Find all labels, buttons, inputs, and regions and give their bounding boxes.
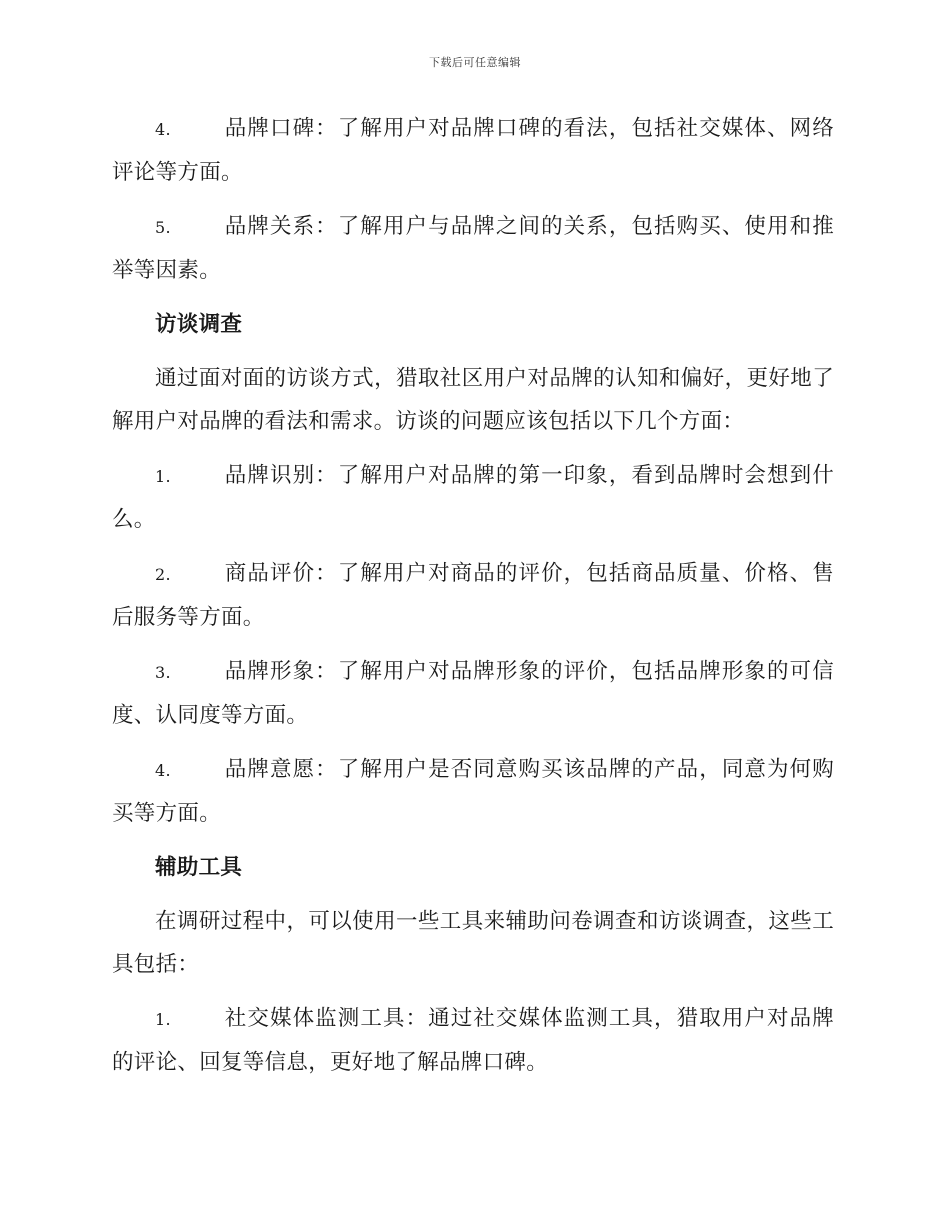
list-item-text: 品牌口碑：了解用户对品牌口碑的看法，包括社交媒体、网络评论等方面。 [112,116,834,185]
list-item-brand-relationship [112,205,834,292]
list-item-number: 5. [155,218,171,237]
list-item-text: 社交媒体监测工具：通过社交媒体监测工具，猎取用户对品牌的评论、回复等信息，更好地了解品牌口碑。 [112,1006,834,1075]
list-item-product-evaluation [112,552,834,639]
list-item-text: 品牌意愿：了解用户是否同意购买该品牌的产品，同意为何购买等方面。 [112,757,834,826]
list-item-text: 品牌识别：了解用户对品牌的第一印象，看到品牌时会想到什么。 [112,463,834,532]
list-item-number: 4. [155,120,171,139]
list-item-number: 3. [155,663,171,682]
section-heading-interview-survey: 访谈调查 [155,312,243,337]
list-item-text: 商品评价：了解用户对商品的评价，包括商品质量、价格、售后服务等方面。 [112,561,834,630]
list-item-number: 4. [155,761,171,780]
list-item-brand-recognition [112,454,834,541]
document-body [112,107,834,1095]
list-item-number: 1. [155,467,171,486]
list-item-brand-willingness [112,748,834,835]
list-item-brand-image [112,650,834,737]
paragraph-tools-intro: 在调研过程中，可以使用一些工具来辅助问卷调查和访谈调查，这些工具包括： [112,909,834,977]
list-item-social-media-monitoring [112,997,834,1084]
list-item-brand-reputation [112,107,834,194]
section-heading-auxiliary-tools: 辅助工具 [155,855,243,880]
page-header: 下载后可任意编辑 [429,56,521,69]
list-item-number: 2. [155,565,171,584]
list-item-text: 品牌关系：了解用户与品牌之间的关系，包括购买、使用和推举等因素。 [112,214,834,283]
list-item-number: 1. [155,1010,171,1029]
list-item-text: 品牌形象：了解用户对品牌形象的评价，包括品牌形象的可信度、认同度等方面。 [112,659,834,728]
paragraph-interview-intro: 通过面对面的访谈方式，猎取社区用户对品牌的认知和偏好，更好地了解用户对品牌的看法和需求。访谈的问题应该包括以下几个方面： [112,366,834,434]
